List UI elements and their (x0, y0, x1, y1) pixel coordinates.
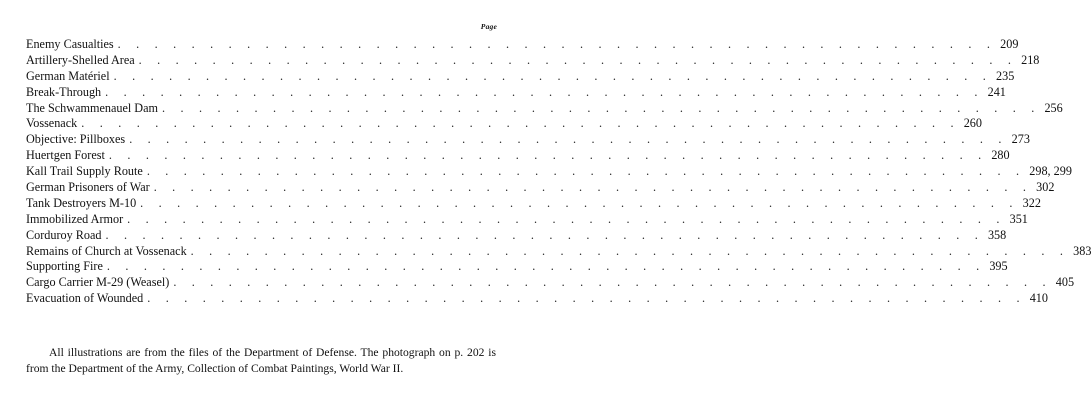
entry-page-number: 280 (991, 148, 1010, 163)
entry-page-number: 209 (1000, 37, 1019, 51)
entry-title: German Prisoners of War (26, 180, 150, 195)
entry-page-number: 298, 299 (1029, 164, 1072, 179)
dot-leader: . . . . . . . . . . . . . . . . . . . . . . . . . . . . . . . . . . . . . . . . . . . . . . . . (81, 116, 960, 131)
entry-title: Tank Destroyers M-10 (26, 195, 137, 210)
list-item (26, 84, 1006, 101)
list-item (26, 68, 1015, 85)
entry-page-number: 302 (1036, 180, 1055, 195)
list-item (26, 148, 1010, 164)
list-item (26, 275, 1075, 291)
entry-title: Evacuation of Wounded (26, 291, 144, 306)
list-item (26, 243, 1091, 260)
entry-title: Supporting Fire (26, 259, 103, 274)
dot-leader: . . . . . . . . . . . . . . . . . . . . . . . . . . . . . . . . . . . . . . . . . . . . . . . . (113, 68, 993, 83)
entry-page-number: 395 (989, 259, 1008, 274)
dot-leader: . . . . . . . . . . . . . . . . . . . . . . . . . . . . . . . . . . . . . . . . . . . . . . . . (146, 164, 1026, 179)
list-item (26, 291, 1048, 307)
illustrations-list (26, 37, 1091, 307)
dot-leader: . . . . . . . . . . . . . . . . . . . . . . . . . . . . . . . . . . . . . . . . . . . . . . . . (190, 243, 1070, 258)
entry-page-number: 351 (1009, 211, 1028, 226)
entry-title: German Matériel (26, 68, 110, 83)
entry-page-number: 273 (1011, 132, 1030, 147)
entry-page-number: 218 (1021, 52, 1040, 67)
list-item (26, 116, 982, 132)
list-item (26, 52, 1040, 69)
entry-title: Remains of Church at Vossenack (26, 243, 187, 258)
dot-leader: . . . . . . . . . . . . . . . . . . . . . . . . . . . . . . . . . . . . . . . . . . . . . . . . (105, 227, 984, 242)
entry-page-number: 256 (1044, 100, 1063, 115)
entry-page-number: 235 (996, 68, 1015, 83)
dot-leader: . . . . . . . . . . . . . . . . . . . . . . . . . . . . . . . . . . . . . . . . . . . . . . . . (173, 275, 1052, 290)
dot-leader: . . . . . . . . . . . . . . . . . . . . . . . . . . . . . . . . . . . . . . . . . . . . . . . . (108, 148, 988, 163)
list-item (26, 37, 1019, 53)
entry-page-number: 241 (987, 84, 1006, 99)
dot-leader: . . . . . . . . . . . . . . . . . . . . . . . . . . . . . . . . . . . . . . . . . . . . . . . . (153, 180, 1033, 195)
entry-page-number: 260 (963, 116, 982, 131)
entry-page-number: 358 (987, 227, 1007, 242)
entry-page-number: 410 (1029, 291, 1048, 306)
entry-title: Enemy Casualties (26, 37, 114, 51)
entry-title: The Schwammenauel Dam (26, 100, 158, 115)
list-item (26, 100, 1063, 117)
entry-title: Artillery-Shelled Area (26, 52, 135, 67)
list-item (26, 211, 1028, 228)
dot-leader: . . . . . . . . . . . . . . . . . . . . . . . . . . . . . . . . . . . . . . . . . . . . . . . . (140, 195, 1019, 210)
list-item (26, 180, 1055, 196)
dot-leader: . . . . . . . . . . . . . . . . . . . . . . . . . . . . . . . . . . . . . . . . . . . . . . . . (138, 52, 1018, 67)
entry-title: Kall Trail Supply Route (26, 164, 143, 179)
list-item (26, 164, 1072, 180)
dot-leader: . . . . . . . . . . . . . . . . . . . . . . . . . . . . . . . . . . . . . . . . . . . . . . . . (127, 211, 1006, 226)
entry-title: Vossenack (26, 116, 78, 131)
entry-title: Cargo Carrier M-29 (Weasel) (26, 275, 170, 290)
dot-leader: . . . . . . . . . . . . . . . . . . . . . . . . . . . . . . . . . . . . . . . . . . . . . . . . (117, 37, 997, 51)
entry-title: Huertgen Forest (26, 148, 105, 163)
entry-title: Corduroy Road (26, 227, 102, 242)
entry-title: Immobilized Armor (26, 211, 124, 226)
dot-leader: . . . . . . . . . . . . . . . . . . . . . . . . . . . . . . . . . . . . . . . . . . . . . . . . (162, 100, 1041, 115)
entry-page-number: 383 (1073, 243, 1091, 258)
dot-leader: . . . . . . . . . . . . . . . . . . . . . . . . . . . . . . . . . . . . . . . . . . . . . . . . (106, 259, 986, 274)
entry-page-number: 405 (1055, 275, 1075, 290)
list-item (26, 195, 1041, 212)
entry-page-number: 322 (1022, 195, 1041, 210)
list-item (26, 132, 1030, 148)
list-item (26, 259, 1008, 275)
entry-title: Break-Through (26, 84, 102, 99)
entry-title: Objective: Pillboxes (26, 132, 126, 147)
credits-note: All illustrations are from the files of the Department of Defense. The photograph on p. 202 is from the Department of the Army, Collection of Combat Paintings, World War II. (26, 346, 496, 376)
page-column-heading: Page (480, 22, 497, 31)
dot-leader: . . . . . . . . . . . . . . . . . . . . . . . . . . . . . . . . . . . . . . . . . . . . . . . . (105, 84, 984, 99)
dot-leader: . . . . . . . . . . . . . . . . . . . . . . . . . . . . . . . . . . . . . . . . . . . . . . . . (129, 132, 1008, 147)
dot-leader: . . . . . . . . . . . . . . . . . . . . . . . . . . . . . . . . . . . . . . . . . . . . . . . . (147, 291, 1026, 306)
list-item (26, 227, 1007, 244)
